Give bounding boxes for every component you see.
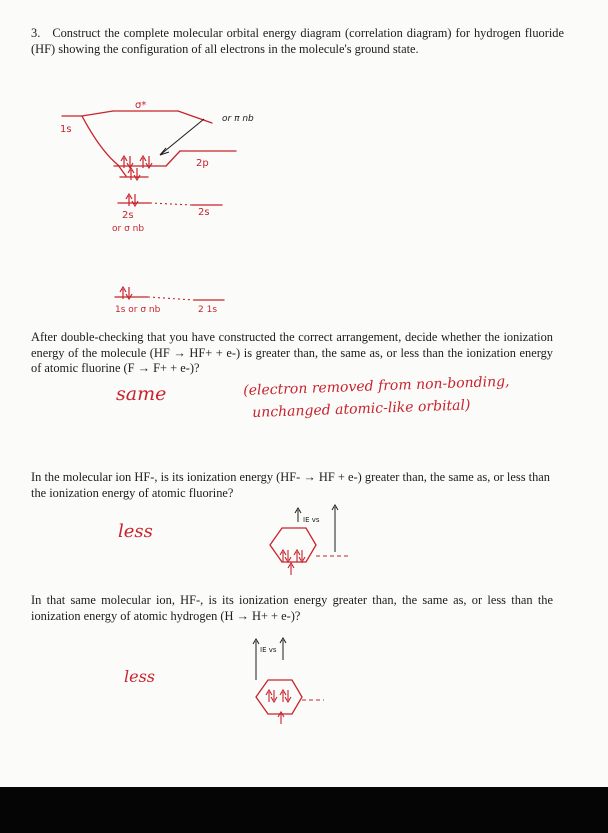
question-3-text: Construct the complete molecular orbital energy diagram (correlation diagram) for hydrogen fluoride (HF) showing the configuration of all electrons in the molecule's ground state. [31, 26, 564, 56]
label-h-1s: 1s [60, 124, 72, 135]
label-2s-atom: 2s [198, 207, 210, 218]
label-f-2p: 2p [196, 158, 209, 169]
label-2s-bond: 2s [122, 210, 134, 221]
label-1s-atom: 2 1s [198, 305, 218, 315]
answer-same: same [116, 383, 167, 405]
question-ionization-hf-minus: In the molecular ion HF-, is its ionization energy (HF- → HF + e-) greater than, the same as, or less than the ionization energy of atomic fluorine? [31, 470, 550, 500]
question-number: 3. [31, 26, 41, 40]
scan-edge-band [0, 787, 608, 833]
label-or-sigma-nb: or σ nb [112, 224, 145, 234]
answer-less-1: less [118, 521, 153, 542]
label-1s-row: 1s or σ nb [115, 305, 161, 315]
label-sigma-star: σ* [135, 100, 147, 111]
answer-less-2: less [124, 667, 156, 686]
answer-note-line2: unchanged atomic-like orbital) [252, 397, 471, 421]
bracket-label-2: IE vs [260, 646, 277, 654]
label-or-pi-nb: or π nb [222, 114, 254, 124]
bracket-label-1: IE vs [303, 516, 320, 524]
answer-note-line1: (electron removed from non-bonding, [243, 373, 510, 399]
question-ionization-vs-hydrogen: In that same molecular ion, HF-, is its ionization energy greater than, the same as, or less than the ionization energy of atomic hydrogen (H → H+ + e-)? [31, 593, 553, 623]
question-ionization-hf: After double-checking that you have constructed the correct arrangement, decide whether the ionization energy of the molecule (HF → HF+ + e-) is greater than, the same as, or less than the ionization energy of atomic fluorine (F → F+ + e-)? [31, 330, 553, 375]
